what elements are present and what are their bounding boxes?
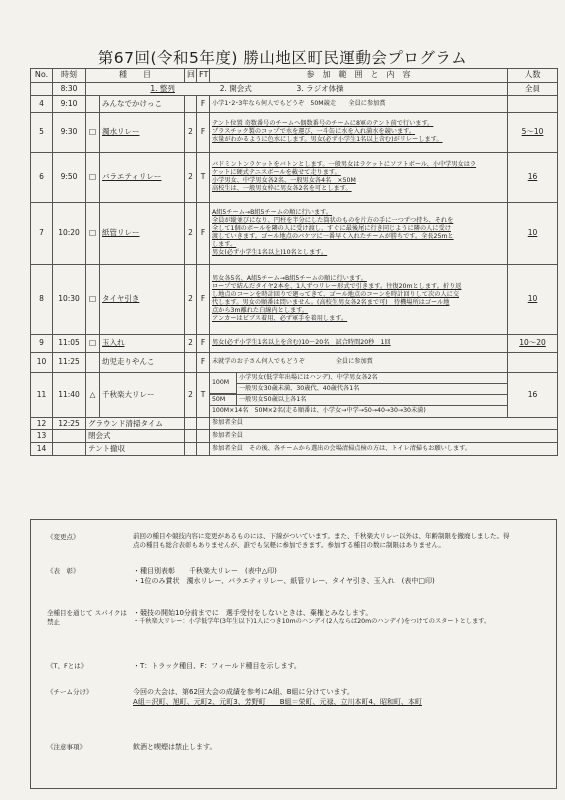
event-content xyxy=(210,95,508,112)
content-line: 高校生は、一般男女枠に男女各2名を可とします。 xyxy=(212,185,352,193)
content-line: 男女各5名、A組5チーム→B組5チームの順に行います。 xyxy=(212,275,367,283)
row-kai: 2 xyxy=(185,334,197,352)
header-row xyxy=(31,69,558,83)
event-name: 玉入れ xyxy=(100,334,185,352)
note-line: ・T：トラック種目、F：フィールド種目を示します。 xyxy=(133,662,301,670)
row-no: 6 xyxy=(31,152,53,202)
row-time: 11:40 xyxy=(53,372,86,417)
row-kai: 2 xyxy=(185,152,197,202)
content-line: 小学男女、中学男女各2名、一般男女各4名 ×50M xyxy=(212,177,356,185)
note-body xyxy=(133,661,553,671)
note-line: ・種目別表彰 千秋楽大リレー (表中△印) xyxy=(133,567,277,575)
note-line: A組＝沢町、旭町、元町2、元町3、芳野町 B組＝栄町、元禄、立川本町4、昭和町、本町 xyxy=(133,698,422,707)
row-no: 11 xyxy=(31,372,53,417)
row-time: 9:30 xyxy=(53,112,86,152)
event-content xyxy=(210,152,508,202)
event-name: 千秋楽大リレー xyxy=(100,372,185,417)
note-body xyxy=(133,742,553,752)
relay-text: 小学男女(低学年出場にはハンデ)、中学男女各2名 xyxy=(237,373,508,384)
event-content xyxy=(210,264,508,334)
content-line: ケットに硬式テニスボールを載せて走ります。 xyxy=(212,169,341,177)
header-scope: 参 加 範 囲 と 内 容 xyxy=(210,69,508,83)
event-name: みんなでかけっこ xyxy=(100,95,185,112)
note-label: 《T、Fとは》 xyxy=(47,662,88,670)
row-kai: 2 xyxy=(185,112,197,152)
relay-text: 一般男女50歳以上各1名 xyxy=(239,396,307,404)
event-content: 参加者全員 xyxy=(210,417,558,430)
row-no: 14 xyxy=(31,443,53,456)
content-line: します。 xyxy=(212,241,237,249)
event-content xyxy=(210,334,508,352)
row-no: 8 xyxy=(31,264,53,334)
event-name: 紙管リレー xyxy=(100,202,185,264)
content-line: 全して1個のボールを隣の人に受け渡し、すぐに最後尾に行き同じように隣の人に受け xyxy=(212,225,451,233)
content-line: プラスチック製のコップで水を運び、一斗缶に水を入れ満水を競います。 xyxy=(212,128,416,136)
note-line: ・千秋楽大リレー：小学低学年(3年生以下)1人につき10mのハンデイ(2人ならば20mのハンデイ)をつけてのスタートとします。 xyxy=(133,618,491,626)
row-ft: T xyxy=(197,152,210,202)
award-mark xyxy=(86,95,100,112)
row-ft: F xyxy=(197,112,210,152)
award-mark: △ xyxy=(86,372,100,417)
relay-text: 一般男女30歳未満、30歳代、40歳代各1名 xyxy=(237,383,508,394)
award-mark: □ xyxy=(86,264,100,334)
note-label: 《注意事項》 xyxy=(47,743,86,751)
relay-sub-100m xyxy=(210,372,508,395)
row-people xyxy=(508,95,558,112)
event-name: 幼児走りやんこ xyxy=(100,352,185,372)
row-people xyxy=(508,352,558,372)
note-body xyxy=(133,532,553,551)
row-ft: F xyxy=(197,202,210,264)
row-time xyxy=(53,443,86,456)
event-row xyxy=(31,334,558,352)
row-no: 9 xyxy=(31,334,53,352)
row-no: 5 xyxy=(31,112,53,152)
event-row xyxy=(31,112,558,152)
header-no: No. xyxy=(31,69,53,83)
header-time: 時刻 xyxy=(53,69,86,83)
row-time: 10:20 xyxy=(53,202,86,264)
opening-item: 3. ラジオ体操 xyxy=(296,84,344,93)
relay-dist: 50M xyxy=(210,395,237,405)
content-line: アンカーはビブス着用、必ず軍手を着用します。 xyxy=(212,315,348,323)
relay-row xyxy=(31,372,558,395)
event-row xyxy=(31,202,558,264)
note-line: 前回の種目や競技内容に変更があるものには、下線がついています。また、千秋楽大リレー以外は、年齢制限を撤廃しました。得 xyxy=(133,532,510,540)
row-ft: F xyxy=(197,95,210,112)
row-no: 13 xyxy=(31,430,53,443)
row-people: 10 xyxy=(508,202,558,264)
content-line: 点から3m離れた白線内とします。 xyxy=(212,307,309,315)
row-people: 10 xyxy=(508,264,558,334)
content-line: 小学1･2･3年なら何人でもどうぞ 50M競走 全員に参加賞 xyxy=(212,99,386,107)
content-line: 未就学のお子さん何人でもどうぞ 全員に参加賞 xyxy=(212,358,373,366)
closing-row xyxy=(31,417,558,430)
event-name: バラエティリレー xyxy=(100,152,185,202)
row-ft: F xyxy=(197,352,210,372)
row-kai xyxy=(185,95,197,112)
row-time: 9:50 xyxy=(53,152,86,202)
row-time: 11:25 xyxy=(53,352,86,372)
row-kai: 2 xyxy=(185,202,197,264)
note-line: ・競技の開始10分前までに 選手受付をしないときは、棄権とみなします。 xyxy=(133,609,373,617)
event-content xyxy=(210,112,508,152)
opening-item: 2. 開会式 xyxy=(219,84,252,93)
award-mark: □ xyxy=(86,152,100,202)
content-line: A組5チーム→B組5チームの順に行います。 xyxy=(212,209,333,217)
row-time xyxy=(53,430,86,443)
header-kind: 種 目 xyxy=(86,69,185,83)
row-no: 12 xyxy=(31,417,53,430)
award-mark: □ xyxy=(86,112,100,152)
content-line: 代します。男女の順番は問いません。(高校生男女各2名まで可) 待機場所はゴール地 xyxy=(212,299,450,307)
award-mark: □ xyxy=(86,334,100,352)
event-name: グラウンド清掃タイム xyxy=(86,417,185,430)
row-people: 5〜10 xyxy=(508,112,558,152)
event-row xyxy=(31,352,558,372)
content-line: 渡していきます。ゴール地点のバケツに一番早く入れたチームが勝ちです。全長25mと xyxy=(212,233,454,241)
program-table xyxy=(30,68,558,456)
row-no: 10 xyxy=(31,352,53,372)
opening-time: 8:30 xyxy=(53,83,86,96)
row-ft: T xyxy=(197,372,210,417)
row-no: 4 xyxy=(31,95,53,112)
page-title: 第67回(令和5年度) 勝山地区町民運動会プログラム xyxy=(97,49,468,67)
content-line: 水量がわかるように色水にします。男女(必ず小学生1名以上含む)がリレーします。 xyxy=(212,136,443,144)
note-line: 今回の大会は、第62回大会の成績を参考にA組、B組に分けています。 xyxy=(133,688,354,696)
header-ft: FT xyxy=(197,69,210,83)
opening-item: 1. 整列 xyxy=(150,84,175,93)
note-label: 《変更点》 xyxy=(47,533,80,541)
content-line: ロープで結んだタイヤ2本を、1人ずつリレー形式で引きます。往復20mとします。折り返 xyxy=(212,283,462,291)
row-ft: F xyxy=(197,264,210,334)
event-content xyxy=(210,352,508,372)
content-line: 全員が縦並びになり、円柱を半分にした筒状のものを片方の手に一つずつ持ち、それを xyxy=(212,217,454,225)
row-time: 12:25 xyxy=(53,417,86,430)
row-time: 9:10 xyxy=(53,95,86,112)
note-body xyxy=(133,608,553,627)
row-no: 7 xyxy=(31,202,53,264)
row-time: 10:30 xyxy=(53,264,86,334)
event-name: テント撤収 xyxy=(86,443,185,456)
opening-items xyxy=(86,83,508,96)
content-line: テント位置 奇数番号のチームへ偶数番号のチームに8軍のテント前で行います。 xyxy=(212,120,434,128)
event-row xyxy=(31,95,558,112)
row-people: 16 xyxy=(508,152,558,202)
note-label: 《チーム分け》 xyxy=(47,688,93,696)
event-name: 濁水リレー xyxy=(100,112,185,152)
header-kai: 回 xyxy=(185,69,197,83)
note-label: 《表 彰》 xyxy=(47,567,80,575)
row-kai: 2 xyxy=(185,264,197,334)
event-row xyxy=(31,264,558,334)
note-line: 点の種目も総合表彰もありませんが、誰でも気軽に参加できます。参加する種目の数に制限はありません。 xyxy=(133,541,445,550)
closing-row xyxy=(31,430,558,443)
row-people: 10〜20 xyxy=(508,334,558,352)
event-content: 参加者全員 その後、各チームから選出の会場清掃点検の方は、トイレ清掃もお願いします。 xyxy=(210,443,558,456)
event-name: 閉会式 xyxy=(86,430,185,443)
closing-row xyxy=(31,443,558,456)
event-row xyxy=(31,152,558,202)
row-people: 16 xyxy=(508,372,558,417)
row-kai: 2 xyxy=(185,372,197,417)
content-line: し地点のコーンを時計回りで廻ってきて、ゴール地点のコーンを時計回りして次の人に交 xyxy=(212,291,460,299)
content-line: 男女(必ず小学生1名以上を含む)10〜20名 試合時間20秒 1回 xyxy=(212,339,391,347)
award-mark: □ xyxy=(86,202,100,264)
event-content: 参加者全員 xyxy=(210,430,558,443)
note-body xyxy=(133,566,553,586)
event-content xyxy=(210,202,508,264)
note-line: ・1位のみ賞状 濁水リレー、バラエティリレー、紙管リレー、タイヤ引き、玉入れ (表中□印) xyxy=(133,577,435,586)
relay-dist: 100M xyxy=(210,373,237,394)
relay-foot-text: 100M×14名 50M×2名(走る順番は、小学女→中学→50→40→30→30未満) xyxy=(210,406,508,417)
row-time: 11:05 xyxy=(53,334,86,352)
row-kai xyxy=(185,352,197,372)
note-line: 飲酒と喫煙は禁止します。 xyxy=(133,743,217,751)
row-ft: F xyxy=(197,334,210,352)
content-line: バドミントンラケットをバトンとします。一般男女はラケットにソフトボール、小中学男女はラ xyxy=(212,161,477,169)
award-mark xyxy=(86,352,100,372)
event-name: タイヤ引き xyxy=(100,264,185,334)
content-line: 男女(必ず小学生1名以上)10名とします。 xyxy=(212,249,328,257)
opening-row xyxy=(31,83,558,96)
note-label: 全種目を通じて スパイクは禁止 xyxy=(47,609,127,626)
notes-box xyxy=(30,519,557,789)
header-people: 人数 xyxy=(508,69,558,83)
note-body xyxy=(133,687,553,707)
opening-people: 全員 xyxy=(508,83,558,96)
